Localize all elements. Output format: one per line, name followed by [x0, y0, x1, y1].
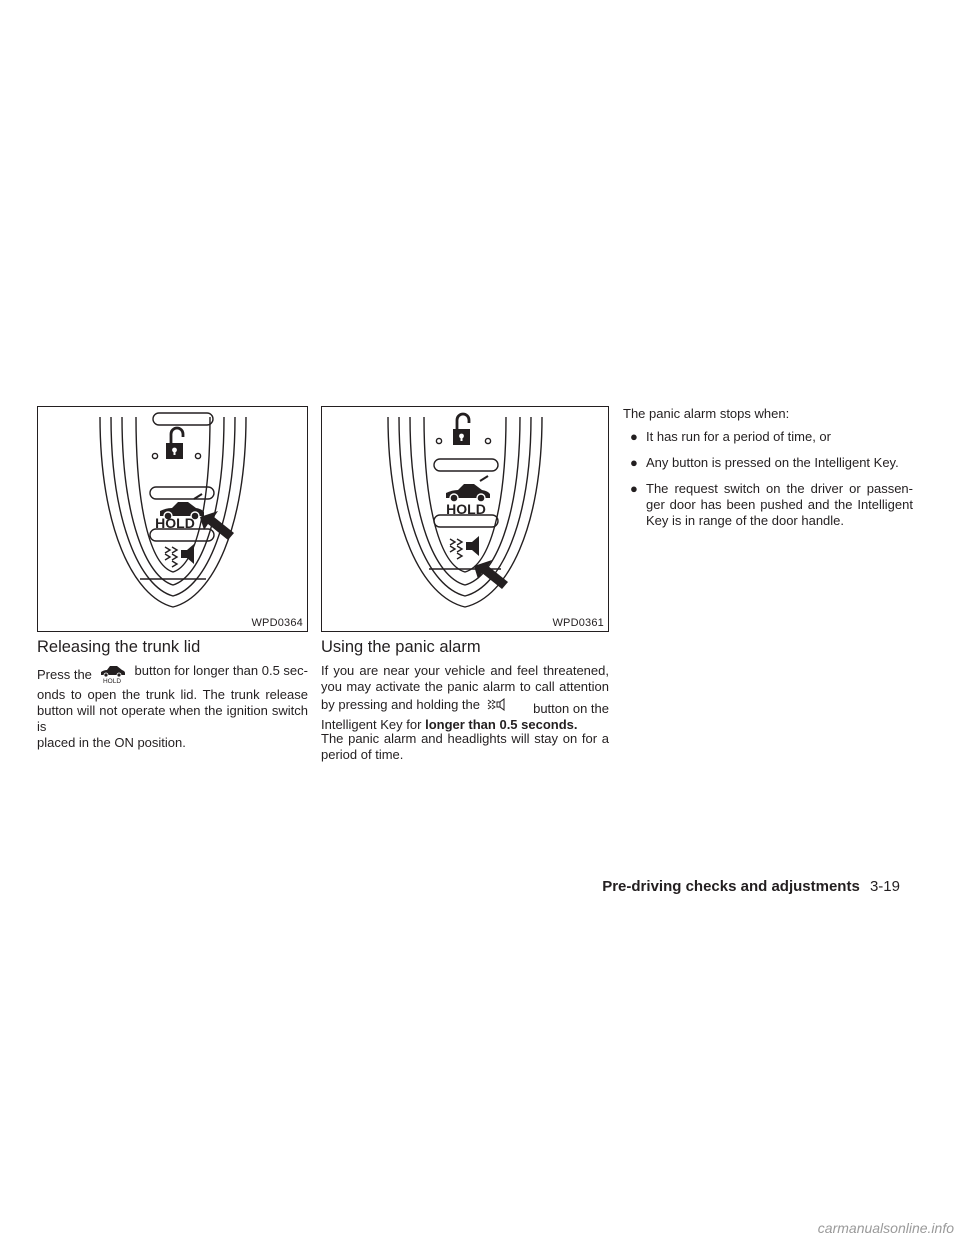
panic-stop-intro: The panic alarm stops when:: [623, 406, 790, 421]
panic-inline-icon: [486, 697, 508, 717]
footer-section-title: Pre-driving checks and adjustments: [602, 878, 860, 895]
list-item: ● Any button is pressed on the Intelligent Key.: [630, 455, 899, 470]
figure-trunk-release: [37, 406, 308, 632]
unlock-icon: [453, 414, 470, 445]
trunk-paragraph: Press the HOLD button for longer than 0.5 sec- onds to open the trunk lid. The trunk release button will not operate when the ignition switch is placed in the ON position.: [37, 663, 308, 750]
panic-stop-conditions: [623, 429, 913, 539]
page-number: 3-19: [869, 878, 900, 895]
page-footer: [602, 878, 900, 895]
pointer-arrow: [474, 560, 508, 589]
pointer-arrow: [200, 511, 234, 540]
watermark: carmanualsonline.info: [817, 1220, 954, 1236]
hold-label: HOLD: [446, 501, 486, 517]
figure-panic-alarm: [321, 406, 609, 632]
panic-paragraph-1: If you are near your vehicle and feel threatened, you may activate the panic alarm to call attention by pressing and holding the button on the Intelligent Key for longer than 0.5 seconds.: [321, 663, 609, 732]
key-fob-illustration-trunk: [38, 407, 308, 632]
panic-icon: [165, 544, 194, 567]
section-heading-panic: Using the panic alarm: [321, 638, 481, 656]
figure-code: WPD0364: [251, 617, 303, 629]
list-item: ● The request switch on the driver or passen-ger door has been pushed and the Intelligent Key is in range of the door handle.: [630, 481, 913, 528]
panic-icon: [450, 536, 479, 559]
trunk-car-icon: [446, 476, 490, 502]
figure-code: WPD0361: [552, 617, 604, 629]
trunk-hold-icon: [98, 663, 126, 687]
list-item: ● It has run for a period of time, or: [630, 429, 831, 444]
hold-label: HOLD: [155, 515, 195, 531]
panic-paragraph-2: The panic alarm and headlights will stay on for a period of time.: [321, 731, 609, 762]
section-heading-trunk: Releasing the trunk lid: [37, 638, 201, 656]
svg-text:HOLD: HOLD: [102, 678, 121, 683]
unlock-icon: [166, 428, 183, 459]
key-fob-illustration-panic: [322, 407, 609, 632]
